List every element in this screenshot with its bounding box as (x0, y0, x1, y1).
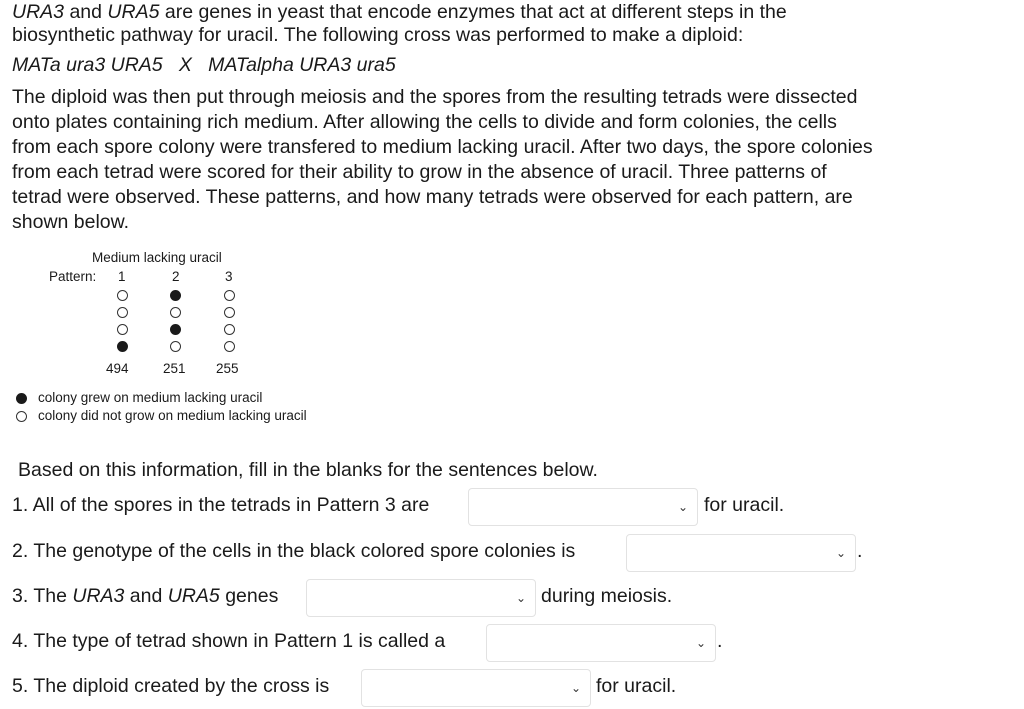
empty-circle-icon (224, 307, 235, 318)
chevron-down-icon: ⌄ (570, 681, 581, 695)
intro-line-1 (12, 0, 787, 25)
empty-circle-icon (224, 341, 235, 352)
instructions: Based on this information, fill in the blanks for the sentences below. (18, 459, 598, 481)
empty-circle-icon (117, 324, 128, 335)
cross-line: MATa ura3 URA5 X MATalpha URA3 ura5 (12, 54, 396, 76)
intro-line-2: biosynthetic pathway for uracil. The following cross was performed to make a diploid: (12, 24, 744, 46)
question-5-text: 5. The diploid created by the cross is (12, 675, 330, 697)
question-4-after: . (717, 630, 723, 652)
para-line: shown below. (12, 211, 130, 233)
empty-circle-icon (170, 307, 181, 318)
pattern-number-2: 2 (172, 269, 180, 284)
gene-ura5: URA5 (167, 585, 220, 607)
question-3-dropdown[interactable] (306, 579, 536, 617)
para-line: from each spore colony were transfered to medium lacking uracil. After two days, the spore colonies (12, 136, 873, 158)
question-3-mid: and (124, 585, 168, 607)
question-1-after: for uracil. (704, 494, 785, 516)
question-4-dropdown[interactable] (486, 624, 716, 662)
pattern-number-3: 3 (225, 269, 233, 284)
legend-empty-circle-icon (16, 411, 27, 422)
filled-circle-icon (117, 341, 128, 352)
intro-text: and (64, 1, 108, 23)
empty-circle-icon (224, 324, 235, 335)
question-2-dropdown[interactable] (626, 534, 856, 572)
chevron-down-icon: ⌄ (677, 500, 688, 514)
para-line: The diploid was then put through meiosis and the spores from the resulting tetrads were dissected (12, 86, 858, 108)
empty-circle-icon (170, 341, 181, 352)
pattern-count-3: 255 (216, 361, 239, 376)
question-4-text: 4. The type of tetrad shown in Pattern 1 is called a (12, 630, 446, 652)
pattern-number-1: 1 (118, 269, 126, 284)
chevron-down-icon: ⌄ (515, 591, 526, 605)
question-5-after: for uracil. (596, 675, 677, 697)
legend-grew: colony grew on medium lacking uracil (38, 390, 263, 405)
legend-not-grew: colony did not grow on medium lacking uracil (38, 408, 307, 423)
gene-ura5: URA5 (107, 1, 160, 23)
question-1-text: 1. All of the spores in the tetrads in Pattern 3 are (12, 494, 430, 516)
legend-filled-circle-icon (16, 393, 27, 404)
question-2-after: . (857, 540, 863, 562)
question-2-text: 2. The genotype of the cells in the black colored spore colonies is (12, 540, 576, 562)
empty-circle-icon (117, 290, 128, 301)
pattern-count-2: 251 (163, 361, 186, 376)
pattern-label: Pattern: (49, 269, 97, 284)
gene-ura3: URA3 (12, 1, 65, 23)
chevron-down-icon: ⌄ (835, 546, 846, 560)
figure-title: Medium lacking uracil (92, 250, 222, 265)
para-line: from each tetrad were scored for their ability to grow in the absence of uracil. Three patterns of (12, 161, 827, 183)
para-line: onto plates containing rich medium. After allowing the cells to divide and form colonies, the cells (12, 111, 837, 133)
question-5-dropdown[interactable] (361, 669, 591, 707)
question-3-after: during meiosis. (541, 585, 673, 607)
empty-circle-icon (117, 307, 128, 318)
filled-circle-icon (170, 324, 181, 335)
question-3-prefix: 3. The (12, 585, 73, 607)
question-1-dropdown[interactable] (468, 488, 698, 526)
para-line: tetrad were observed. These patterns, and how many tetrads were observed for each pattern, are (12, 186, 853, 208)
intro-text: are genes in yeast that encode enzymes that act at different steps in the (159, 1, 787, 23)
empty-circle-icon (224, 290, 235, 301)
filled-circle-icon (170, 290, 181, 301)
question-3-suffix: genes (219, 585, 279, 607)
chevron-down-icon: ⌄ (695, 636, 706, 650)
question-3-text (12, 585, 278, 608)
pattern-count-1: 494 (106, 361, 129, 376)
gene-ura3: URA3 (72, 585, 125, 607)
